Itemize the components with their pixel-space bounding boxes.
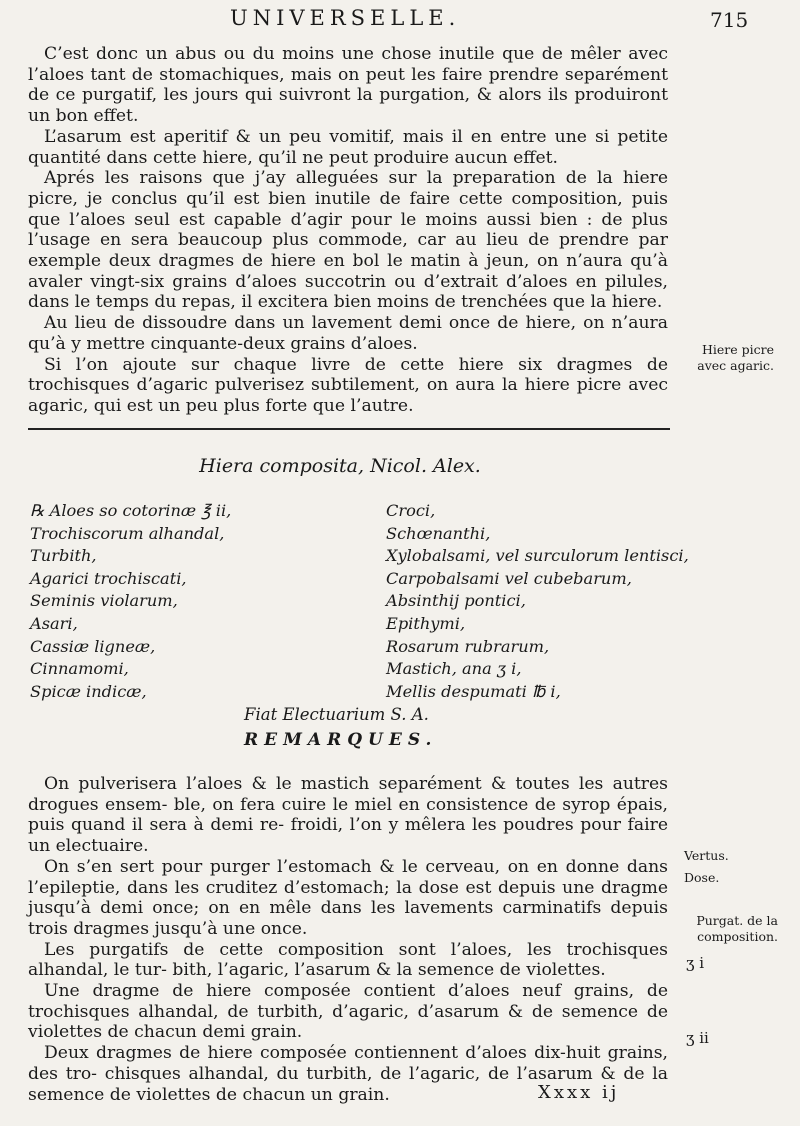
paragraph-lavement: Au lieu de dissoudre dans un lavement demi once de hiere, on n’aura qu’à y mettre cinquante-deux grains d’aloes.: [28, 313, 668, 354]
signature-mark: Xxxx ij: [538, 1082, 620, 1103]
bottom-text-block: [28, 774, 668, 1105]
page-number: 715: [710, 8, 749, 32]
ingredients-right-column: [386, 500, 689, 703]
ingredient: Mastich, ana ʒ i,: [386, 659, 522, 679]
ingredient: Epithymi,: [386, 613, 466, 633]
paragraph-conclusion: Aprés les raisons que j’ay alleguées sur la preparation de la hiere picre, je conclus qu’il est bien inutile de faire cette composition, puis que l’aloes seul est capable d’agir pour le moins aussi bien : de plus l’usage en sera beaucoup plus commode, car au lieu de prendre par exemple deux dragmes de hiere en bol le matin à jeun, on n’aura qu’à avaler vingt-six grains d’aloes succotrin ou d’extrait d’aloes en pilules, dans le temps du repas, il excitera bien moins de trenchées que la hiere.: [28, 168, 669, 313]
top-text-block: [28, 44, 668, 417]
margin-note-vertus: Vertus.: [684, 848, 729, 863]
section-divider: [28, 428, 670, 430]
paragraph-deux-dragmes: Deux dragmes de hiere composée contiennent d’aloes dix-huit grains, des tro- chisques alhandal, du turbith, de l’agaric, de l’asarum & de la semence de violettes de chacun un grain.: [28, 1043, 669, 1105]
paragraph-purgatifs: Les purgatifs de cette composition sont l’aloes, les trochisques alhandal, le tur- bith, l’agaric, l’asarum & la semence de violettes.: [28, 939, 668, 981]
margin-note-dose: Dose.: [684, 870, 720, 885]
ingredients-left-column: [30, 500, 360, 703]
ingredient: ℞ Aloes so cotorinæ ℥ ii,: [30, 501, 232, 520]
ingredient: Agarici trochiscati,: [30, 568, 187, 588]
ingredient: Cassiæ ligneæ,: [30, 636, 156, 656]
ingredient: Trochiscorum alhandal,: [30, 523, 225, 543]
ingredient: Xylobalsami, vel surculorum lentisci,: [386, 546, 689, 566]
paragraph-asarum: L’asarum est aperitif & un peu vomitif, mais il en entre une si petite quantité dans cette hiere, qu’il ne peut produire aucun effet.: [28, 126, 668, 168]
ingredient: Cinnamomi,: [30, 659, 129, 679]
paragraph-agaric: Si l’on ajoute sur chaque livre de cette hiere six dragmes de trochisques d’agaric pulverisez subtilement, on aura la hiere picre avec agaric, qui est un peu plus forte que l’autre.: [28, 354, 668, 416]
margin-note-dose-1: ʒ i: [686, 954, 705, 972]
ingredient: Seminis violarum,: [30, 591, 178, 611]
paragraph-preparation: On pulverisera l’aloes & le mastich separément & toutes les autres drogues ensem- ble, on fera cuire le miel en consistence de syrop épais, puis quand il sera à demi re- froidi, l’on y mêlera les poudres pour faire un electuaire.: [28, 774, 668, 857]
remarques-heading: REMARQUES.: [244, 730, 438, 750]
ingredient: Spicæ indicæ,: [30, 681, 147, 701]
page-header: [0, 4, 800, 38]
margin-note-dose-2: ʒ ii: [686, 1029, 709, 1047]
paragraph-vertus: On s’en sert pour purger l’estomach & le cerveau, on en donne dans l’epileptie, dans les cruditez d’estomach; la dose est depuis une dragme jusqu’à demi once; on en mêle dans les lavements carminatifs depuis trois dragmes jusqu’à une once.: [28, 856, 668, 939]
paragraph-aloes-abuse: C’est donc un abus ou du moins une chose inutile que de mêler avec l’aloes tant de stomachiques, mais on peut les faire prendre separément de ce purgatif, les jours qui suivront la purgation, & alors ils produiront un bon effet.: [28, 44, 668, 127]
ingredient: Croci,: [386, 501, 436, 520]
ingredient: Rosarum rubrarum,: [386, 636, 550, 656]
recipe-title: Hiera composita, Nicol. Alex.: [199, 455, 481, 477]
ingredient: Carpobalsami vel cubebarum,: [386, 568, 632, 588]
ingredient: Mellis despumati ℔ i,: [386, 681, 561, 701]
ingredient: Absinthij pontici,: [386, 591, 526, 611]
paragraph-une-dragme: Une dragme de hiere composée contient d’aloes neuf grains, de trochisques alhandal, de turbith, d’agaric, d’asarum & de semence de violettes de chacun demi grain.: [28, 981, 668, 1043]
ingredient: Asari,: [30, 613, 78, 633]
ingredient: Turbith,: [30, 546, 97, 566]
margin-note-hiere-picre: Hiere picre avec agaric.: [697, 342, 774, 373]
ingredient: Schœnanthi,: [386, 523, 491, 543]
fiat-electuarium: Fiat Electuarium S. A.: [244, 705, 429, 724]
running-head: UNIVERSELLE.: [230, 6, 461, 30]
margin-note-purgat: Purgat. de la composition.: [696, 913, 778, 944]
